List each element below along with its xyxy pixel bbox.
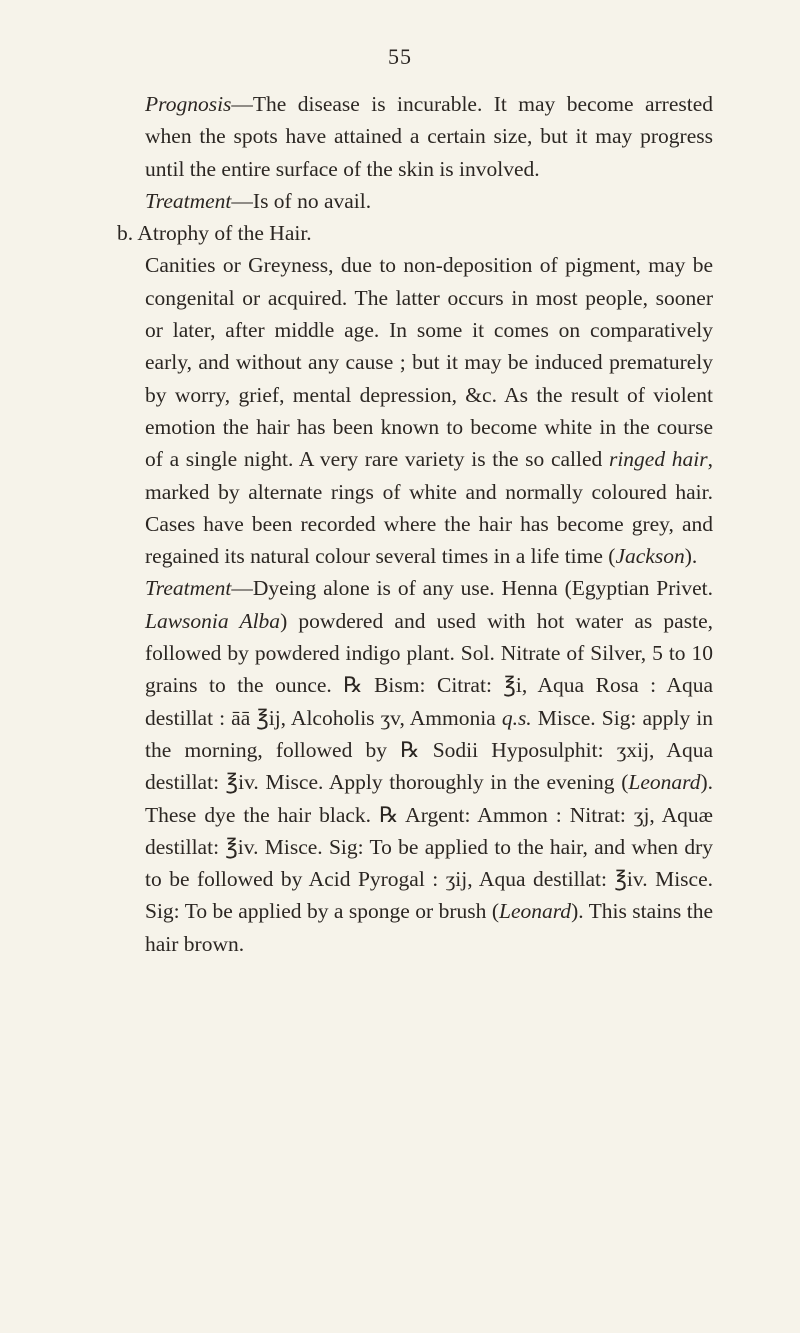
treatment-paragraph-1 [145, 185, 713, 217]
section-marker: b. [117, 221, 134, 246]
treatment2-text-2: ) powdered and used with hot water as paste, followed by powdered indigo plant. Sol. Nitrate of Silver, 5 to 10 grains to the ounce. ℞ Bism: Citrat: ℥i, Aqua Rosa : Aqua destillat : āā ℥ij, Alcoholis ʒv, Ammonia [145, 608, 713, 730]
treatment2-text-5: ). This stains the hair brown. [145, 899, 713, 956]
canities-paragraph [145, 249, 713, 572]
prognosis-label: Prognosis [145, 92, 232, 116]
citation-jackson: Jackson [615, 544, 685, 569]
citation-leonard-1: Leonard [628, 770, 701, 795]
treatment-label-2: Treatment [145, 576, 232, 601]
treatment2-text-3: Misce. Sig: apply in the morning, followed by ℞ Sodii Hyposulphit: ʒxij, Aqua destillat: ℥iv. Misce. Apply thoroughly in the evening ( [145, 705, 713, 795]
ringed-hair-term: ringed hair [608, 447, 708, 472]
treatment2-text-1: —Dyeing alone is of any use. Henna (Egyptian Privet. [231, 576, 713, 601]
canities-text-1: Canities or Greyness, due to non-deposition of pigment, may be congenital or acquired. The latter occurs in most people, sooner or later, after middle age. In some it comes on comparatively early, and without any cause ; but it may be induced prematurely by worry, grief, mental depression, &c. As the result of violent emotion the hair has been known to become white in the course of a single night. A very rare variety is the so called [145, 253, 713, 472]
lawsonia-alba-term: Lawsonia Alba [145, 608, 281, 633]
treatment-text-1: —Is of no avail. [231, 188, 372, 213]
canities-text-3: ). [684, 544, 698, 569]
treatment-label-1: Treatment [145, 188, 232, 213]
treatment-paragraph-2 [145, 572, 713, 960]
qs-term: q.s. [501, 705, 532, 730]
page-number: 55 [388, 44, 412, 69]
prognosis-text: —The disease is incurable. It may become arrested when the spots have attained a certain size, but it may progress until the entire surface of the skin is involved. [145, 92, 713, 181]
treatment2-text-4: ). These dye the hair black. ℞ Argent: Ammon : Nitrat: ʒj, Aquæ destillat: ℥iv. Misce. Sig: To be applied to the hair, and when dry to be followed by Acid Pyrogal : ʒij, Aqua destillat: ℥iv. Misce. Sig: To be applied by a sponge or brush ( [145, 770, 713, 924]
canities-text-2: , marked by alternate rings of white and normally coloured hair. Cases have been recorded where the hair has become grey, and regained its natural colour several times in a life time ( [145, 447, 713, 569]
citation-leonard-2: Leonard [498, 899, 572, 924]
body-text [117, 88, 713, 960]
section-title: Atrophy of the Hair. [137, 221, 312, 246]
section-heading-b [117, 217, 713, 249]
prognosis-paragraph [145, 88, 713, 185]
